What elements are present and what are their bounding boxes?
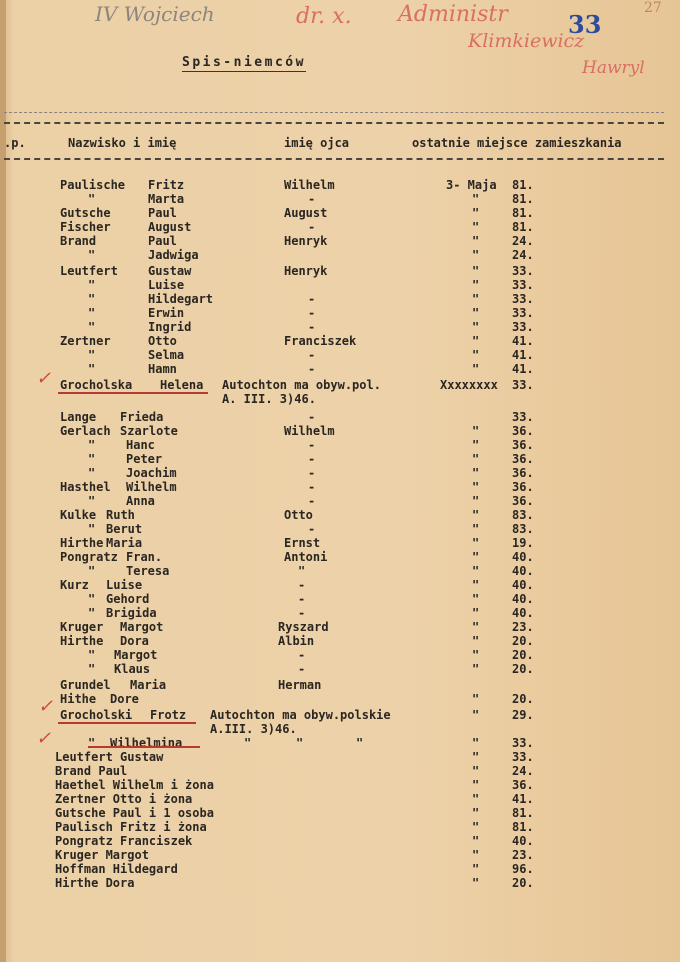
cell-text: Lange (60, 410, 97, 424)
cell-text: " (472, 834, 480, 848)
cell-text: " (472, 764, 480, 778)
cell-text: Ruth (106, 508, 135, 522)
cell-text: " (296, 736, 304, 750)
cell-text: Leutfert (60, 264, 118, 278)
cell-text: Dora (120, 634, 149, 648)
cell-text: Hirthe Dora (55, 876, 135, 890)
cell-text: " (88, 466, 96, 480)
table-row (0, 634, 680, 648)
cell-text: 24. (512, 764, 534, 778)
list-item (0, 848, 680, 862)
cell-text: 36. (512, 480, 534, 494)
cell-text: 23. (512, 848, 534, 862)
table-row (0, 248, 680, 262)
cell-text: Luise (106, 578, 143, 592)
red-checkmark: ✓ (38, 696, 54, 717)
cell-text: 24. (512, 234, 534, 248)
cell-text: " (472, 592, 480, 606)
cell-text: " (472, 320, 480, 334)
cell-text: " (472, 736, 480, 750)
cell-text: Herman (278, 678, 322, 692)
cell-text: " (472, 536, 480, 550)
cell-text: 83. (512, 522, 534, 536)
cell-text: " (88, 736, 96, 750)
red-checkmark: ✓ (36, 368, 52, 389)
cell-text: Gustaw (148, 264, 192, 278)
table-row (0, 264, 680, 278)
cell-text: " (472, 578, 480, 592)
cell-text: Henryk (284, 234, 328, 248)
cell-text: " (88, 592, 96, 606)
cell-text: Fran. (126, 550, 163, 564)
cell-text: August (148, 220, 192, 234)
cell-text: Otto (148, 334, 177, 348)
cell-text: Grocholski (60, 708, 133, 722)
table-row (0, 278, 680, 292)
cell-text: - (298, 662, 306, 676)
cell-text: " (472, 234, 480, 248)
cell-text: Teresa (126, 564, 170, 578)
cell-text: 36. (512, 424, 534, 438)
cell-text: - (298, 578, 306, 592)
cell-text: Frotz (150, 708, 187, 722)
cell-text: " (356, 736, 364, 750)
cell-text: 33. (512, 750, 534, 764)
cell-text: - (308, 410, 316, 424)
handwritten-note-red-1: dr. x. (296, 4, 352, 29)
table-row (0, 292, 680, 306)
cell-text: Gutsche Paul i 1 osoba (55, 806, 214, 820)
cell-text: Hirthe (60, 634, 104, 648)
cell-text: " (88, 192, 96, 206)
cell-text: " (88, 292, 96, 306)
handwritten-note-red-3: Klimkiewicz (468, 30, 585, 52)
cell-text: " (472, 480, 480, 494)
cell-text: Autochton ma obyw.polskie (210, 708, 391, 722)
cell-text: Ernst (284, 536, 321, 550)
cell-text: - (308, 292, 316, 306)
cell-text: Gerlach (60, 424, 111, 438)
cell-text: August (284, 206, 328, 220)
table-row (0, 424, 680, 438)
header-name: Nazwisko i imię (68, 136, 177, 150)
cell-text: " (472, 306, 480, 320)
cell-text: Hoffman Hildegard (55, 862, 178, 876)
cell-text: 41. (512, 334, 534, 348)
cell-text: " (472, 648, 480, 662)
cell-text: " (472, 292, 480, 306)
table-row (0, 348, 680, 362)
cell-text: 20. (512, 634, 534, 648)
cell-text: " (472, 334, 480, 348)
table-row (0, 178, 680, 192)
cell-text: 81. (512, 820, 534, 834)
cell-text: 81. (512, 220, 534, 234)
cell-text: 23. (512, 620, 534, 634)
cell-text: " (472, 494, 480, 508)
table-row (0, 620, 680, 634)
list-item (0, 890, 680, 904)
list-item (0, 834, 680, 848)
cell-text: " (472, 452, 480, 466)
cell-text: " (88, 494, 96, 508)
cell-text: Grundel (60, 678, 111, 692)
table-row (0, 578, 680, 592)
table-row-highlighted (0, 378, 680, 392)
cell-text: - (298, 606, 306, 620)
cell-text: " (472, 564, 480, 578)
cell-text: Margot (114, 648, 158, 662)
table-row (0, 508, 680, 522)
cell-text: " (88, 648, 96, 662)
cell-text: Maria (106, 536, 143, 550)
table-row (0, 334, 680, 348)
cell-text: Wilhelm (284, 178, 335, 192)
red-underline (58, 392, 208, 394)
note-continuation: A. III. 3)46. (222, 392, 316, 406)
cell-text: Hamn (148, 362, 177, 376)
cell-text: " (472, 192, 480, 206)
cell-text: 81. (512, 178, 534, 192)
cell-text: " (472, 634, 480, 648)
cell-text: 40. (512, 550, 534, 564)
cell-text: 96. (512, 862, 534, 876)
cell-text: " (88, 306, 96, 320)
table-row (0, 550, 680, 564)
cell-text: - (298, 648, 306, 662)
cell-text: " (472, 466, 480, 480)
handwritten-note-grey: IV Wojciech (95, 2, 215, 26)
cell-text: 36. (512, 494, 534, 508)
handwritten-note-red-2: Administr (398, 2, 508, 27)
cell-text: Paulisch Fritz i żona (55, 820, 207, 834)
cell-text: Hasthel (60, 480, 111, 494)
list-item (0, 792, 680, 806)
cell-text: " (88, 278, 96, 292)
cell-text: " (472, 522, 480, 536)
cell-text: " (472, 362, 480, 376)
cell-text: " (472, 662, 480, 676)
cell-text: Paulische (60, 178, 126, 192)
cell-text: " (472, 820, 480, 834)
cell-text: 40. (512, 834, 534, 848)
cell-text: " (472, 220, 480, 234)
cell-text: - (308, 320, 316, 334)
cell-text: 33. (512, 378, 534, 392)
list-item (0, 764, 680, 778)
table-row (0, 306, 680, 320)
list-item (0, 806, 680, 820)
cell-text: " (88, 248, 96, 262)
table-row (0, 606, 680, 620)
cell-text: - (308, 452, 316, 466)
table-row (0, 192, 680, 206)
cell-text: 81. (512, 806, 534, 820)
cell-text: Fischer (60, 220, 111, 234)
table-row (0, 362, 680, 376)
cell-text: Maria (130, 678, 167, 692)
cell-text: - (308, 466, 316, 480)
table-row (0, 206, 680, 220)
cell-text: Albin (278, 634, 315, 648)
cell-text: Berut (106, 522, 143, 536)
table-row (0, 692, 680, 706)
cell-text: Antoni (284, 550, 328, 564)
cell-text: " (472, 792, 480, 806)
cell-text: 24. (512, 248, 534, 262)
cell-text: Brand Paul (55, 764, 128, 778)
cell-text: " (472, 264, 480, 278)
cell-text: Autochton ma obyw.pol. (222, 378, 381, 392)
cell-text: 40. (512, 592, 534, 606)
cell-text: Margot (120, 620, 164, 634)
cell-text: " (472, 708, 480, 722)
cell-text: " (472, 778, 480, 792)
cell-text: 33. (512, 278, 534, 292)
list-item (0, 820, 680, 834)
note-continuation: A.III. 3)46. (210, 722, 297, 736)
table-row (0, 480, 680, 494)
table-row (0, 494, 680, 508)
cell-text: 33. (512, 306, 534, 320)
cell-text: Pongratz (60, 550, 118, 564)
cell-text: Kruger Margot (55, 848, 149, 862)
table-row (0, 536, 680, 550)
cell-text: Frieda (120, 410, 164, 424)
list-item (0, 876, 680, 890)
table-row (0, 452, 680, 466)
cell-text: Wilhelm (284, 424, 335, 438)
cell-text: Selma (148, 348, 185, 362)
cell-text: 41. (512, 792, 534, 806)
cell-text: 36. (512, 452, 534, 466)
cell-text: - (308, 306, 316, 320)
cell-text: - (308, 494, 316, 508)
cell-text: " (472, 750, 480, 764)
cell-text: Fritz (148, 178, 185, 192)
cell-text: 40. (512, 578, 534, 592)
cell-text: " (88, 348, 96, 362)
cell-text: 33. (512, 264, 534, 278)
cell-text: - (308, 522, 316, 536)
cell-text: Henryk (284, 264, 328, 278)
header-father: imię ojca (284, 136, 350, 150)
cell-text: " (472, 248, 480, 262)
cell-text: 33. (512, 320, 534, 334)
cell-text: Grocholska (60, 378, 133, 392)
cell-text: - (308, 480, 316, 494)
cell-text: Zertner Otto i żona (55, 792, 193, 806)
table-row (0, 438, 680, 452)
cell-text: Szarlote (120, 424, 178, 438)
table-row (0, 410, 680, 424)
cell-text: " (88, 606, 96, 620)
header-rule-bottom (4, 158, 664, 160)
cell-text: " (88, 522, 96, 536)
cell-text: Ryszard (278, 620, 329, 634)
cell-text: Brigida (106, 606, 157, 620)
cell-text: " (298, 564, 306, 578)
cell-text: " (472, 206, 480, 220)
cell-text: 3- Maja (446, 178, 497, 192)
cell-text: 36. (512, 466, 534, 480)
faint-rule (4, 112, 664, 113)
cell-text: - (308, 362, 316, 376)
cell-text: " (244, 736, 252, 750)
cell-text: 19. (512, 536, 534, 550)
cell-text: Ingrid (148, 320, 192, 334)
cell-text: Kurz (60, 578, 89, 592)
cell-text: - (308, 438, 316, 452)
cell-text: Brand (60, 234, 97, 248)
cell-text: " (472, 278, 480, 292)
cell-text: " (472, 424, 480, 438)
cell-text: Jadwiga (148, 248, 199, 262)
cell-text: Gutsche (60, 206, 111, 220)
cell-text: 20. (512, 692, 534, 706)
cell-text: 41. (512, 362, 534, 376)
table-row (0, 220, 680, 234)
cell-text: " (472, 862, 480, 876)
table-row (0, 564, 680, 578)
cell-text: Pongratz Franciszek (55, 834, 193, 848)
cell-text: " (88, 320, 96, 334)
cell-text: Zertner (60, 334, 111, 348)
red-checkmark: ✓ (36, 728, 52, 749)
table-row (0, 592, 680, 606)
cell-text: Klaus (114, 662, 151, 676)
cell-text: 20. (512, 876, 534, 890)
handwritten-folio-number: 27 (644, 0, 662, 16)
cell-text: Leutfert Gustaw (55, 750, 164, 764)
cell-text: Marta (148, 192, 185, 206)
cell-text: Xxxxxxxx (440, 378, 498, 392)
cell-text: " (88, 662, 96, 676)
handwritten-note-red-4: Hawryl (582, 58, 645, 78)
cell-text: Hirthe (60, 536, 104, 550)
cell-text: " (472, 620, 480, 634)
table-row (0, 662, 680, 676)
list-item (0, 904, 680, 918)
cell-text: 20. (512, 662, 534, 676)
list-item (0, 778, 680, 792)
cell-text: 36. (512, 438, 534, 452)
cell-text: Wilhelm (126, 480, 177, 494)
cell-text: " (472, 348, 480, 362)
cell-text: - (308, 220, 316, 234)
cell-text: Kulke (60, 508, 97, 522)
cell-text: Joachim (126, 466, 177, 480)
cell-text: Dore (110, 692, 139, 706)
table-row-highlighted (0, 708, 680, 722)
cell-text: Hildegart (148, 292, 214, 306)
table-row (0, 466, 680, 480)
cell-text: Kruger (60, 620, 104, 634)
cell-text: 20. (512, 648, 534, 662)
cell-text: 33. (512, 736, 534, 750)
cell-text: Peter (126, 452, 163, 466)
table-row (0, 320, 680, 334)
cell-text: " (88, 362, 96, 376)
cell-text: Paul (148, 234, 177, 248)
cell-text: Helena (160, 378, 204, 392)
red-underline (88, 746, 200, 748)
cell-text: " (88, 564, 96, 578)
cell-text: - (308, 348, 316, 362)
header-residence: ostatnie miejsce zamieszkania (412, 136, 622, 150)
cell-text: 33. (512, 410, 534, 424)
cell-text: 36. (512, 778, 534, 792)
cell-text: " (472, 508, 480, 522)
cell-text: 33. (512, 292, 534, 306)
cell-text: " (472, 876, 480, 890)
header-lp: .p. (4, 136, 26, 150)
handwritten-page-number-blue: 33 (568, 10, 602, 39)
cell-text: Wilhelmina (110, 736, 183, 750)
cell-text: Luise (148, 278, 185, 292)
cell-text: - (298, 592, 306, 606)
cell-text: 81. (512, 206, 534, 220)
list-item (0, 750, 680, 764)
table-row (0, 234, 680, 248)
cell-text: 40. (512, 564, 534, 578)
cell-text: - (308, 192, 316, 206)
cell-text: 29. (512, 708, 534, 722)
cell-text: Erwin (148, 306, 185, 320)
cell-text: " (472, 692, 480, 706)
cell-text: Franciszek (284, 334, 357, 348)
table-row (0, 648, 680, 662)
table-row (0, 522, 680, 536)
red-underline (58, 722, 196, 724)
cell-text: " (472, 438, 480, 452)
cell-text: 81. (512, 192, 534, 206)
cell-text: Hithe (60, 692, 97, 706)
cell-text: Haethel Wilhelm i żona (55, 778, 214, 792)
cell-text: " (88, 438, 96, 452)
cell-text: " (88, 452, 96, 466)
cell-text: Otto (284, 508, 313, 522)
page-title: Spis-niemców (182, 55, 306, 70)
cell-text: " (472, 806, 480, 820)
cell-text: Paul (148, 206, 177, 220)
header-rule-top (4, 122, 664, 124)
cell-text: 83. (512, 508, 534, 522)
cell-text: " (472, 550, 480, 564)
cell-text: Gehord (106, 592, 150, 606)
table-row (0, 678, 680, 692)
list-item (0, 862, 680, 876)
cell-text: Hanc (126, 438, 155, 452)
cell-text: " (472, 606, 480, 620)
cell-text: " (472, 848, 480, 862)
cell-text: 40. (512, 606, 534, 620)
cell-text: Anna (126, 494, 155, 508)
cell-text: 41. (512, 348, 534, 362)
